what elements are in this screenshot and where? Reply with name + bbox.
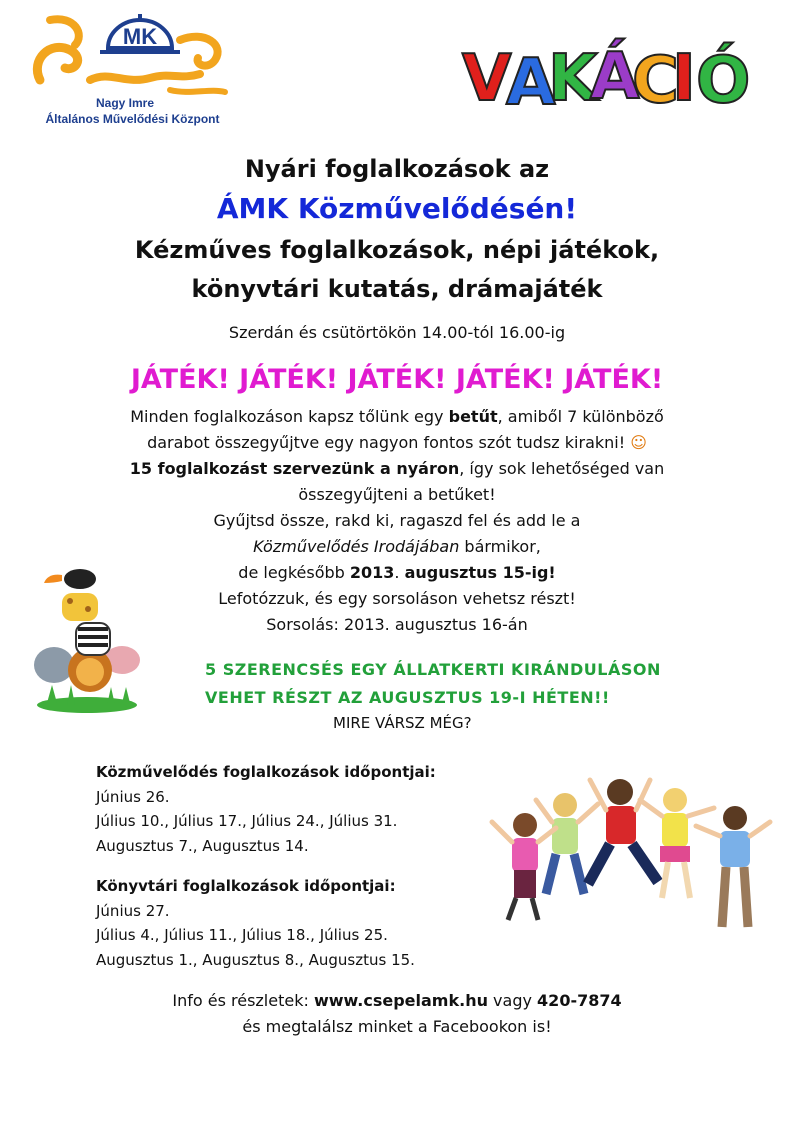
list-item: Július 4., Július 11., Július 18., Július 25. <box>96 926 388 944</box>
vakacio-letter-k: K <box>548 42 598 116</box>
vakacio-letter-i: I <box>672 42 696 116</box>
game-text-line5: Gyűjtsd össze, rakd ki, ragaszd fel és add le a <box>213 511 581 530</box>
vakacio-letter-v: V <box>462 42 512 116</box>
list-item: Augusztus 1., Augusztus 8., Augusztus 15. <box>96 950 415 969</box>
list-item: Június 27. <box>96 901 170 920</box>
vakacio-letter-o: Ó <box>696 44 751 118</box>
text: vagy <box>487 991 538 1010</box>
game-text-line2 <box>0 430 794 456</box>
heading-line4: könyvtári kutatás, drámajáték <box>191 275 603 303</box>
game-text-line4: összegyűjteni a betűket! <box>298 485 496 504</box>
amk-logo <box>30 10 235 130</box>
footer-info <box>0 988 794 1040</box>
org-name-line1: Nagy Imre <box>95 96 155 110</box>
animals-illustration <box>32 565 142 715</box>
text: , így sok lehetőséged van <box>459 459 665 478</box>
prize-line1: 5 SZERENCSÉS EGY ÁLLATKERTI KIRÁNDULÁSON <box>205 660 661 679</box>
smiley-icon: ☺ <box>630 433 647 452</box>
text: Minden foglalkozáson kapsz tőlünk egy <box>130 407 449 426</box>
footer-line1 <box>0 988 794 1014</box>
vakacio-letter-a-accent: Á <box>590 40 640 114</box>
prize-line3: MIRE VÁRSZ MÉG? <box>333 714 472 732</box>
logo-monogram: MK <box>122 24 158 49</box>
schedule-line: Szerdán és csütörtökön 14.00-tól 16.00-ig <box>228 323 566 342</box>
konyvtari-dates <box>96 874 415 972</box>
text: Info és részletek: <box>172 991 314 1010</box>
footer-line2: és megtalálsz minket a Facebookon is! <box>242 1017 552 1036</box>
list-item: Július 10., Július 17., Július 24., Július 31. <box>96 812 398 830</box>
org-name-line2: Általános Művelődési Központ <box>45 112 220 126</box>
prize-line2: VEHET RÉSZT AZ AUGUSZTUS 19-I HÉTEN!! <box>205 688 610 707</box>
text: . <box>394 563 405 582</box>
text-bold: 15 foglalkozást szervezünk a nyáron <box>129 459 460 478</box>
heading-line1: Nyári foglalkozások az <box>244 155 550 183</box>
game-text-line3 <box>0 456 794 482</box>
text: de legkésőbb <box>238 563 350 582</box>
game-title: JÁTÉK! JÁTÉK! JÁTÉK! JÁTÉK! JÁTÉK! <box>130 364 664 395</box>
heading-line3: Kézműves foglalkozások, népi játékok, <box>134 236 660 264</box>
game-text-line6 <box>0 534 794 560</box>
heading-line2: ÁMK Közművelődésén! <box>216 192 578 225</box>
text-italic: Közművelődés Irodájában <box>253 537 460 556</box>
kozmuvelodes-heading: Közművelődés foglalkozások időpontjai: <box>96 763 436 781</box>
konyvtari-heading: Könyvtári foglalkozások időpontjai: <box>96 877 396 895</box>
list-item: Június 26. <box>96 787 170 806</box>
text: , amiből 7 különböző <box>497 407 664 426</box>
list-item: Augusztus 7., Augusztus 14. <box>96 836 309 855</box>
jumping-kids-photo <box>480 770 780 945</box>
vakacio-letter-a: A <box>506 46 556 118</box>
website-link[interactable]: www.csepelamk.hu <box>313 991 488 1010</box>
text: bármikor, <box>459 537 541 556</box>
kozmuvelodes-dates <box>96 760 436 858</box>
game-text-line9: Sorsolás: 2013. augusztus 16-án <box>266 615 528 634</box>
game-text-line1 <box>0 404 794 430</box>
phone-number: 420-7874 <box>537 991 622 1010</box>
text-bold: 2013 <box>349 563 395 582</box>
vakacio-letter-c: C <box>632 44 679 118</box>
logo-graphic <box>30 10 235 98</box>
text-bold: augusztus 15-ig! <box>404 563 556 582</box>
game-text-line8: Lefotózzuk, és egy sorsoláson vehetsz részt! <box>218 589 576 608</box>
text-bold: betűt <box>448 407 498 426</box>
text: darabot összegyűjtve egy nagyon fontos szót tudsz kirakni! <box>147 433 626 452</box>
vakacio-title <box>460 28 760 118</box>
